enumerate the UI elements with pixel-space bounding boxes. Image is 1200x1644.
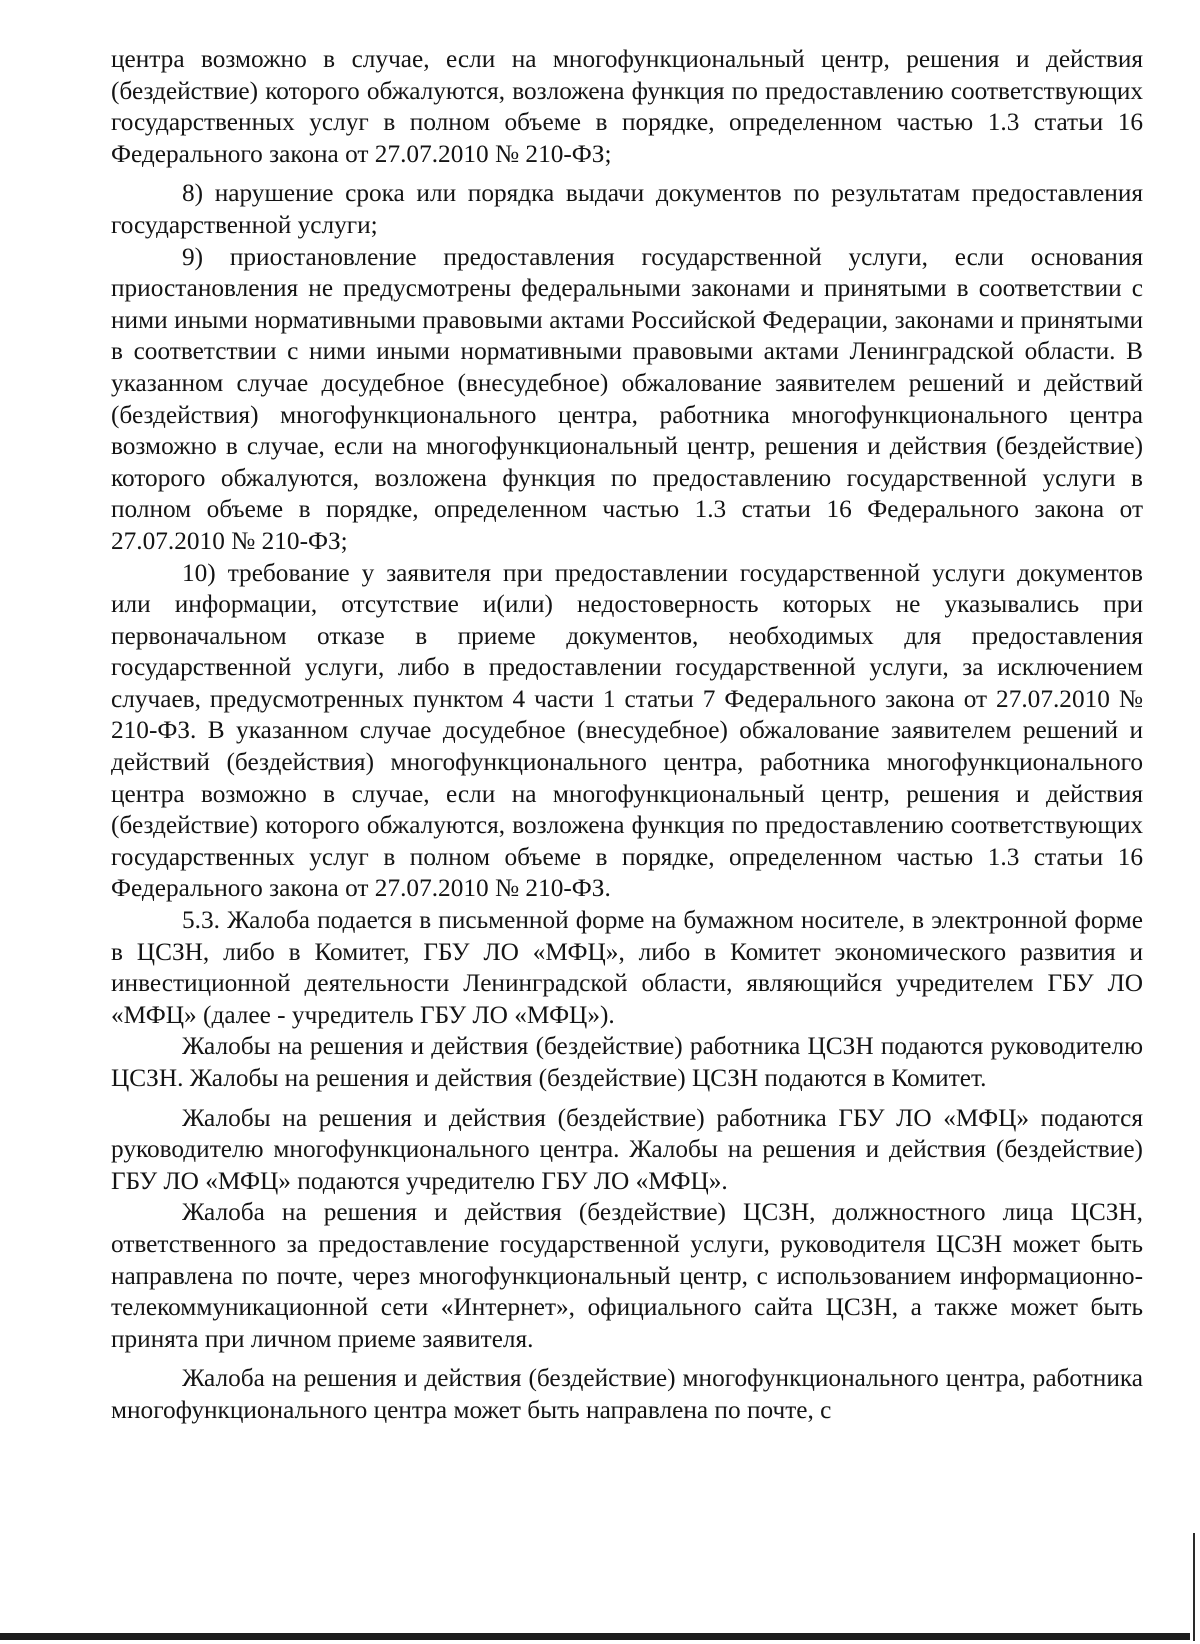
paragraph-complaint-channels-mfc: Жалоба на решения и действия (бездействие) многофункционального центра, работника многофункционального центра может быть направлена по почте, с [111, 1364, 1143, 1424]
paragraph-complaints-mfc: Жалобы на решения и действия (бездействие) работника ГБУ ЛО «МФЦ» подаются руководителю многофункционального центра. Жалобы на решения и действия (бездействие) ГБУ ЛО «МФЦ» подаются учредителю ГБУ ЛО «МФЦ». [111, 1103, 1143, 1195]
paragraph-complaints-cszn: Жалобы на решения и действия (бездействие) работника ЦСЗН подаются руководителю ЦСЗН. Жалобы на решения и действия (бездействие) ЦСЗН подаются в Комитет. [111, 1032, 1143, 1092]
document-body [111, 44, 1143, 1427]
paragraph-complaint-channels-cszn: Жалоба на решения и действия (бездействие) ЦСЗН, должностного лица ЦСЗН, ответственного за предоставление государственной услуги, руководителя ЦСЗН может быть направлена по почте, через многофункциональный центр, с использованием информационно-телекоммуникационной сети «Интернет», официального сайта ЦСЗН, а также может быть принята при личном приеме заявителя. [111, 1198, 1143, 1353]
paragraph-item-9: 9) приостановление предоставления государственной услуги, если основания приостановления не предусмотрены федеральными законами и принятыми в соответствии с ними иными нормативными правовыми актами Российской Федерации, законами и принятыми в соответствии с ними иными нормативными правовыми актами Ленинградской области. В указанном случае досудебное (внесудебное) обжалование заявителем решений и действий (бездействия) многофункционального центра, работника многофункционального центра возможно в случае, если на многофункциональный центр, решения и действия (бездействие) которого обжалуются, возложена функция по предоставлению государственной услуги в полном объеме в порядке, определенном частью 1.3 статьи 16 Федерального закона от 27.07.2010 № 210-ФЗ; [111, 242, 1143, 555]
paragraph-section-5-3: 5.3. Жалоба подается в письменной форме на бумажном носителе, в электронной форме в ЦСЗН, либо в Комитет, ГБУ ЛО «МФЦ», либо в Комитет экономического развития и инвестиционной деятельности Ленинградской области, являющийся учредителем ГБУ ЛО «МФЦ» (далее - учредитель ГБУ ЛО «МФЦ»). [111, 906, 1143, 1029]
paragraph-item-10: 10) требование у заявителя при предоставлении государственной услуги документов или информации, отсутствие и(или) недостоверность которых не указывались при первоначальном отказе в приеме документов, необходимых для предоставления государственной услуги, либо в предоставлении государственной услуги, за исключением случаев, предусмотренных пунктом 4 части 1 статьи 7 Федерального закона от 27.07.2010 № 210-ФЗ. В указанном случае досудебное (внесудебное) обжалование заявителем решений и действий (бездействия) многофункционального центра, работника многофункционального центра возможно в случае, если на многофункциональный центр, решения и действия (бездействие) которого обжалуются, возложена функция по предоставлению соответствующих государственных услуг в полном объеме в порядке, определенном частью 1.3 статьи 16 Федерального закона от 27.07.2010 № 210-ФЗ. [111, 558, 1143, 903]
paragraph-continuation: центра возможно в случае, если на многофункциональный центр, решения и действия (бездействие) которого обжалуются, возложена функция по предоставлению соответствующих государственных услуг в полном объеме в порядке, определенном частью 1.3 статьи 16 Федерального закона от 27.07.2010 № 210-ФЗ; [111, 45, 1143, 168]
paragraph-item-8: 8) нарушение срока или порядка выдачи документов по результатам предоставления государственной услуги; [111, 179, 1143, 239]
scan-edge-mark [1193, 1533, 1195, 1641]
scan-bottom-border [0, 1633, 1190, 1640]
